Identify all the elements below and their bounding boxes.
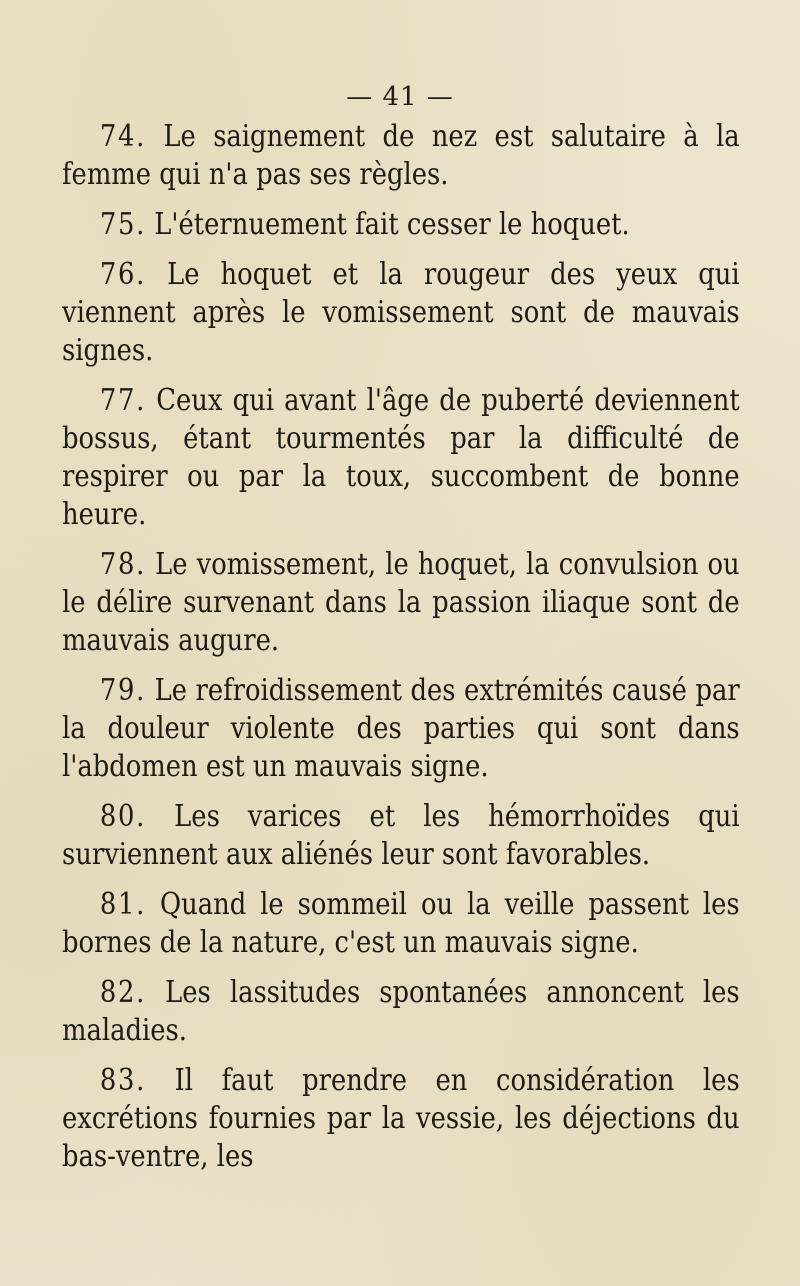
- aphorism-78: [62, 546, 740, 660]
- aphorism-text: Quand le sommeil ou la veille passent les bornes de la nature, c'est un mauvais signe.: [62, 887, 740, 960]
- aphorism-text: Les varices et les hémorrhoïdes qui surviennent aux aliénés leur sont favorables.: [62, 799, 740, 872]
- aphorism-number: 74.: [99, 119, 147, 154]
- aphorism-number: 78.: [99, 547, 147, 582]
- aphorism-text: Le vomissement, le hoquet, la convulsion ou le délire survenant dans la passion iliaque sont de mauvais augure.: [62, 547, 740, 658]
- aphorism-text: L'éternuement fait cesser le hoquet.: [154, 207, 630, 242]
- aphorism-80: [62, 798, 740, 874]
- aphorism-text: Le saignement de nez est salutaire à la femme qui n'a pas ses règles.: [62, 119, 740, 192]
- aphorism-number: 82.: [99, 975, 147, 1010]
- aphorism-74: [62, 118, 740, 194]
- aphorism-number: 81.: [99, 887, 147, 922]
- aphorism-number: 77.: [99, 383, 147, 418]
- aphorism-text: Ceux qui avant l'âge de puberté deviennent bossus, étant tourmentés par la difficulté de respirer ou par la toux, succombent de bonne heure.: [62, 383, 740, 532]
- aphorism-77: [62, 382, 740, 534]
- aphorism-number: 83.: [99, 1063, 147, 1098]
- aphorism-83: [62, 1062, 740, 1176]
- aphorism-number: 75.: [99, 207, 147, 242]
- aphorism-number: 76.: [99, 257, 147, 292]
- aphorism-76: [62, 256, 740, 370]
- aphorism-text: Il faut prendre en considération les excrétions fournies par la vessie, les déjections du bas-ventre, les: [62, 1063, 740, 1174]
- aphorism-number: 79.: [99, 673, 147, 708]
- aphorism-text: Le hoquet et la rougeur des yeux qui viennent après le vomissement sont de mauvais signes.: [62, 257, 740, 368]
- aphorism-81: [62, 886, 740, 962]
- aphorism-79: [62, 672, 740, 786]
- aphorism-text: Le refroidissement des extrémités causé par la douleur violente des parties qui sont dans l'abdomen est un mauvais signe.: [62, 673, 740, 784]
- aphorism-number: 80.: [99, 799, 147, 834]
- page-number: — 41 —: [346, 82, 454, 112]
- aphorism-75: [62, 206, 740, 244]
- aphorism-82: [62, 974, 740, 1050]
- text-body: [62, 118, 740, 1188]
- aphorism-text: Les lassitudes spontanées annoncent les maladies.: [62, 975, 740, 1048]
